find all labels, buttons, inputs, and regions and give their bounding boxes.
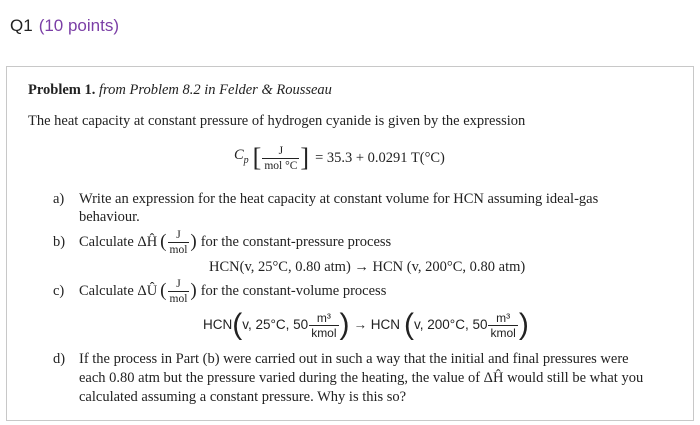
question-header [10, 8, 119, 44]
part-d-cont-1: each 0.80 atm but the pressure varied during the heating, the value of ΔĤ would still be what you [79, 370, 644, 386]
heat-capacity-equation: $C_p$ [ $\frac{J}{\text{mol °C}}$ ] = 35.3 + 0.0291 T(°C) [234, 143, 445, 172]
problem-source: from Problem 8.2 in Felder & Rousseau [99, 82, 332, 98]
part-d-cont-2: calculated assuming a constant pressure. Why is this so? [79, 389, 407, 405]
part-a-cont: behaviour. [79, 209, 140, 225]
part-d: d) If the process in Part (b) were carried out in such a way that the initial and final pressures were [53, 351, 629, 367]
problem-intro: The heat capacity at constant pressure of hydrogen cyanide is given by the expression [28, 113, 526, 129]
problem-title: Problem 1. [28, 82, 96, 98]
problem-panel [6, 66, 694, 421]
part-a: a) Write an expression for the heat capacity at constant volume for HCN assuming ideal-gas [53, 191, 599, 207]
cp-symbol: $C_p$ [234, 147, 249, 166]
cp-rhs: = 35.3 + 0.0291 T(°C) [315, 150, 445, 166]
part-b-process: HCN(v, 25°C, 0.80 atm) → HCN (v, 200°C, 0.80 atm) [209, 259, 526, 275]
part-c-process: HCN ( v, 25°C, 50 $\frac{\text{m³}}{\text{kmol}}$ ) → HCN ( v, 200°C, 50 $\frac{\text{m³}}{\text{kmol}}$ ) [203, 308, 529, 341]
question-number: Q1 [10, 16, 33, 35]
question-points: (10 points) [38, 16, 120, 35]
problem-heading [28, 81, 332, 99]
part-c: c) Calculate ΔÛ ( $\frac{J}{\text{mol}}$ ) for the constant-volume process [53, 277, 387, 305]
part-b: b) Calculate ΔĤ ( $\frac{J}{\text{mol}}$ ) for the constant-pressure process [53, 228, 392, 256]
cp-unit: $\frac{J}{\text{mol °C}}$ [264, 144, 298, 172]
